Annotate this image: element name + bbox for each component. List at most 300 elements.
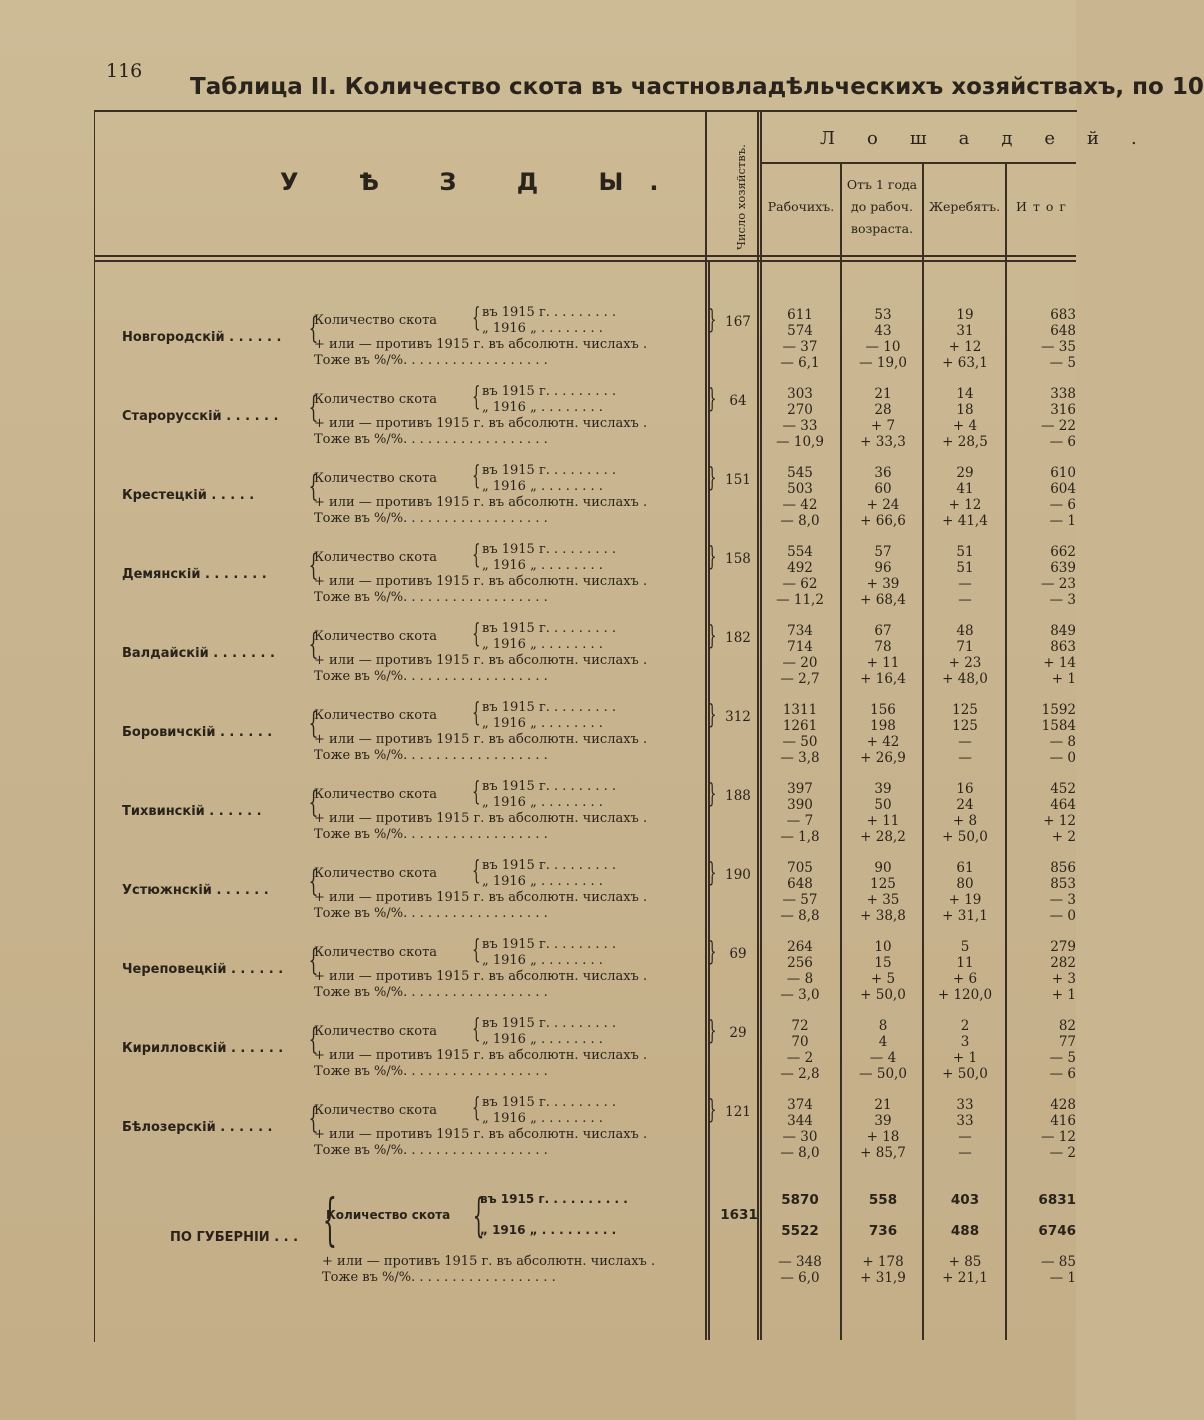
cell-t-1: 282 (1050, 955, 1076, 971)
label-pct: Тоже въ %/%. . . . . . . . . . . . . . . . . . (314, 748, 548, 763)
brace-year: { (472, 303, 481, 333)
cell-w-2: — 7 (786, 813, 814, 829)
cell-y-0: 8 (878, 1018, 888, 1034)
label-1915: въ 1915 г. . . . . . . . . (482, 858, 616, 873)
cell-t-2: — 23 (1041, 576, 1076, 592)
cell-f-0: 61 (956, 860, 974, 876)
label-1916: „ 1916 „ . . . . . . . . (482, 400, 603, 415)
label-diff: + или — противъ 1915 г. въ абсолютн. числахъ . (314, 416, 648, 431)
total-cell-f-2: + 85 (948, 1254, 982, 1270)
brace-hh: } (708, 384, 717, 414)
cell-y-3: + 66,6 (860, 513, 906, 529)
cell-t-3: + 1 (1051, 987, 1076, 1003)
brace-year: { (472, 777, 481, 807)
label-diff: + или — противъ 1915 г. въ абсолютн. числахъ . (314, 1048, 648, 1063)
cell-t-3: — 0 (1049, 750, 1076, 766)
cell-w-2: — 42 (782, 497, 818, 513)
label-diff: + или — противъ 1915 г. въ абсолютн. числахъ . (314, 337, 648, 352)
cell-t-2: — 22 (1041, 418, 1076, 434)
cell-y-1: 50 (874, 797, 892, 813)
brace-year: { (472, 856, 481, 886)
total-cell-w-0: 5870 (781, 1192, 819, 1208)
cell-f-3: + 31,1 (942, 908, 988, 924)
cell-y-0: 10 (874, 939, 892, 955)
cell-y-1: 28 (874, 402, 892, 418)
label-1916: „ 1916 „ . . . . . . . . (482, 953, 603, 968)
cell-t-2: — 12 (1041, 1129, 1076, 1145)
cell-households: 190 (725, 867, 751, 883)
cell-f-2: — (958, 734, 972, 750)
col-total-header: Итог (1016, 199, 1072, 214)
cell-households: 69 (729, 946, 747, 962)
cell-households: 158 (725, 551, 751, 567)
brace-left: { (308, 864, 319, 899)
cell-t-0: 856 (1050, 860, 1076, 876)
label-qty: Количество скота (314, 392, 438, 407)
cell-f-2: + 12 (948, 497, 982, 513)
district-name: Валдайскій . . . . . . . (122, 646, 275, 661)
total-cell-y-3: + 31,9 (860, 1270, 906, 1286)
cell-w-1: 714 (787, 639, 813, 655)
cell-households: 312 (725, 709, 751, 725)
cell-y-2: + 11 (866, 655, 900, 671)
cell-t-2: — 8 (1049, 734, 1076, 750)
district-name: Боровичскій . . . . . . (122, 725, 273, 740)
cell-t-1: 416 (1050, 1113, 1076, 1129)
district-name: Кирилловскій . . . . . . (122, 1041, 284, 1056)
label-1916: „ 1916 „ . . . . . . . . (482, 1032, 603, 1047)
cell-y-3: + 50,0 (860, 987, 906, 1003)
cell-households: 29 (729, 1025, 747, 1041)
cell-w-3: — 10,9 (776, 434, 824, 450)
cell-w-0: 705 (787, 860, 813, 876)
brace-left: { (308, 311, 319, 346)
brace-year: { (472, 1093, 481, 1123)
cell-y-2: + 18 (866, 1129, 900, 1145)
cell-f-3: + 50,0 (942, 829, 988, 845)
cell-t-1: 604 (1050, 481, 1076, 497)
cell-f-1: 11 (956, 955, 974, 971)
cell-y-1: 4 (878, 1034, 888, 1050)
cell-w-1: 390 (787, 797, 813, 813)
cell-w-2: — 62 (782, 576, 818, 592)
cell-w-3: — 8,8 (780, 908, 820, 924)
cell-f-0: 2 (960, 1018, 970, 1034)
brace-year: { (472, 619, 481, 649)
label-qty: Количество скота (314, 866, 438, 881)
cell-f-1: 3 (960, 1034, 970, 1050)
label-pct: Тоже въ %/%. . . . . . . . . . . . . . . . . . (314, 985, 548, 1000)
brace-left: { (308, 706, 319, 741)
cell-f-1: 80 (956, 876, 974, 892)
cell-w-1: 648 (787, 876, 813, 892)
label-1916: „ 1916 „ . . . . . . . . (482, 321, 603, 336)
label-diff: + или — противъ 1915 г. въ абсолютн. числахъ . (314, 732, 648, 747)
cell-f-1: 71 (956, 639, 974, 655)
label-1915: въ 1915 г. . . . . . . . . (482, 463, 616, 478)
cell-households: 188 (725, 788, 751, 804)
cell-f-3: — (958, 1145, 972, 1161)
label-1916: „ 1916 „ . . . . . . . . (482, 479, 603, 494)
brace-year: { (472, 461, 481, 491)
cell-y-3: + 38,8 (860, 908, 906, 924)
label-1915: въ 1915 г. . . . . . . . . (482, 305, 616, 320)
cell-t-2: + 3 (1051, 971, 1076, 987)
label-pct: Тоже въ %/%. . . . . . . . . . . . . . . . . . (314, 353, 548, 368)
brace-left: { (308, 627, 319, 662)
cell-y-3: + 33,3 (860, 434, 906, 450)
cell-y-1: 39 (874, 1113, 892, 1129)
cell-f-0: 19 (956, 307, 974, 323)
label-1916-total: „ 1916 „ . . . . . . . . . (480, 1223, 617, 1237)
label-1916: „ 1916 „ . . . . . . . . (482, 874, 603, 889)
header-bottom-rule (94, 255, 1076, 257)
cell-households: 121 (725, 1104, 751, 1120)
cell-y-2: — 4 (869, 1050, 897, 1066)
cell-f-0: 29 (956, 465, 974, 481)
brace-hh: } (708, 858, 717, 888)
cell-households: 167 (725, 314, 751, 330)
cell-f-2: — (958, 1129, 972, 1145)
cell-w-3: — 8,0 (780, 1145, 820, 1161)
cell-t-2: + 12 (1043, 813, 1076, 829)
cell-w-3: — 1,8 (780, 829, 820, 845)
cell-f-3: + 41,4 (942, 513, 988, 529)
cell-f-1: 33 (956, 1113, 974, 1129)
cell-y-2: + 24 (866, 497, 900, 513)
cell-w-0: 397 (787, 781, 813, 797)
brace-left: { (308, 943, 319, 978)
cell-t-0: 683 (1050, 307, 1076, 323)
cell-y-0: 53 (874, 307, 892, 323)
brace-year: { (472, 935, 481, 965)
col-young-header: Отъ 1 года до рабоч. возраста. (846, 177, 918, 236)
label-1916: „ 1916 „ . . . . . . . . (482, 716, 603, 731)
label-pct: Тоже въ %/%. . . . . . . . . . . . . . . . . . (314, 590, 548, 605)
label-qty: Количество скота (314, 629, 438, 644)
label-1915-total: въ 1915 г. . . . . . . . . . (480, 1192, 628, 1206)
total-cell-y-0: 558 (868, 1192, 898, 1208)
cell-t-0: 279 (1050, 939, 1076, 955)
cell-f-2: + 23 (948, 655, 982, 671)
cell-y-1: 96 (874, 560, 892, 576)
cell-w-0: 554 (787, 544, 813, 560)
brace-total-year: { (472, 1188, 485, 1242)
label-qty: Количество скота (314, 550, 438, 565)
label-1915: въ 1915 г. . . . . . . . . (482, 1016, 616, 1031)
label-diff-total: + или — противъ 1915 г. въ абсолютн. числахъ . (322, 1254, 656, 1269)
label-diff: + или — противъ 1915 г. въ абсолютн. числахъ . (314, 890, 648, 905)
cell-f-1: 24 (956, 797, 974, 813)
district-name: Старорусскій . . . . . . (122, 409, 279, 424)
label-pct: Тоже въ %/%. . . . . . . . . . . . . . . . . . (314, 432, 548, 447)
brace-hh: } (708, 542, 717, 572)
cell-t-1: 648 (1050, 323, 1076, 339)
cell-w-0: 303 (787, 386, 813, 402)
label-diff: + или — противъ 1915 г. въ абсолютн. числахъ . (314, 574, 648, 589)
cell-t-1: 863 (1050, 639, 1076, 655)
col-rule-households-right (757, 110, 759, 1340)
label-1915: въ 1915 г. . . . . . . . . (482, 779, 616, 794)
cell-t-3: + 2 (1051, 829, 1076, 845)
cell-y-2: + 42 (866, 734, 900, 750)
cell-y-3: + 85,7 (860, 1145, 906, 1161)
total-cell-f-1: 488 (950, 1223, 980, 1239)
page-number: 116 (106, 60, 143, 82)
label-diff: + или — противъ 1915 г. въ абсолютн. числахъ . (314, 1127, 648, 1142)
cell-w-1: 492 (787, 560, 813, 576)
col-rule-young (922, 162, 924, 1340)
label-1915: въ 1915 г. . . . . . . . . (482, 1095, 616, 1110)
total-cell-t-2: — 85 (1041, 1254, 1076, 1270)
label-pct-total: Тоже въ %/%. . . . . . . . . . . . . . . . . . (322, 1270, 556, 1285)
brace-left: { (308, 1101, 319, 1136)
cell-t-1: 853 (1050, 876, 1076, 892)
total-cell-t-3: — 1 (1049, 1270, 1076, 1286)
label-pct: Тоже въ %/%. . . . . . . . . . . . . . . . . . (314, 827, 548, 842)
label-qty: Количество скота (314, 471, 438, 486)
cell-f-3: + 50,0 (942, 1066, 988, 1082)
total-cell-y-1: 736 (868, 1223, 898, 1239)
cell-y-0: 21 (874, 386, 892, 402)
cell-y-1: 15 (874, 955, 892, 971)
total-cell-t-0: 6831 (1038, 1192, 1076, 1208)
cell-f-3: — (958, 750, 972, 766)
cell-t-1: 77 (1058, 1034, 1076, 1050)
cell-f-2: + 4 (952, 418, 978, 434)
cell-y-3: + 28,2 (860, 829, 906, 845)
cell-f-1: 51 (956, 560, 974, 576)
cell-w-0: 1311 (782, 702, 818, 718)
cell-t-0: 849 (1050, 623, 1076, 639)
label-1915: въ 1915 г. . . . . . . . . (482, 621, 616, 636)
col-foals-header: Жеребятъ. (928, 199, 1001, 214)
label-1916: „ 1916 „ . . . . . . . . (482, 558, 603, 573)
label-qty: Количество скота (314, 1103, 438, 1118)
brace-left: { (308, 548, 319, 583)
cell-t-1: 1584 (1041, 718, 1076, 734)
cell-y-3: + 68,4 (860, 592, 906, 608)
cell-y-3: + 26,9 (860, 750, 906, 766)
cell-w-3: — 2,7 (780, 671, 820, 687)
label-qty: Количество скота (314, 313, 438, 328)
cell-f-2: + 12 (948, 339, 982, 355)
cell-f-1: 125 (952, 718, 978, 734)
district-name: Тихвинскій . . . . . . (122, 804, 262, 819)
district-name: Череповецкій . . . . . . (122, 962, 284, 977)
brace-hh: } (708, 1016, 717, 1046)
cell-households-total: 1631 (720, 1207, 758, 1223)
cell-y-2: + 7 (870, 418, 896, 434)
cell-t-2: — 5 (1049, 1050, 1076, 1066)
cell-w-2: — 2 (786, 1050, 814, 1066)
cell-y-1: 43 (874, 323, 892, 339)
cell-y-0: 90 (874, 860, 892, 876)
cell-w-3: — 11,2 (776, 592, 824, 608)
cell-t-0: 662 (1050, 544, 1076, 560)
cell-w-0: 611 (787, 307, 813, 323)
cell-f-0: 5 (960, 939, 970, 955)
brace-left: { (308, 390, 319, 425)
brace-year: { (472, 540, 481, 570)
brace-left: { (308, 1022, 319, 1057)
cell-t-3: — 5 (1049, 355, 1076, 371)
brace-hh: } (708, 779, 717, 809)
label-qty: Количество скота (314, 708, 438, 723)
cell-t-3: — 6 (1049, 1066, 1076, 1082)
cell-f-0: 14 (956, 386, 974, 402)
cell-w-2: — 30 (782, 1129, 818, 1145)
total-cell-t-1: 6746 (1038, 1223, 1076, 1239)
cell-f-2: + 1 (952, 1050, 978, 1066)
cell-w-0: 374 (787, 1097, 813, 1113)
cell-t-3: — 1 (1049, 513, 1076, 529)
label-pct: Тоже въ %/%. . . . . . . . . . . . . . . . . . (314, 1143, 548, 1158)
horses-header: Лошадей. (820, 128, 1169, 149)
cell-f-0: 125 (952, 702, 978, 718)
cell-y-0: 57 (874, 544, 892, 560)
cell-w-0: 734 (787, 623, 813, 639)
households-header: Число хозяйствъ. (734, 144, 748, 250)
cell-t-0: 610 (1050, 465, 1076, 481)
cell-f-0: 51 (956, 544, 974, 560)
district-name: Демянскій . . . . . . . (122, 567, 267, 582)
cell-f-2: + 6 (952, 971, 978, 987)
brace-left: { (308, 469, 319, 504)
district-name: Новгородскій . . . . . . (122, 330, 282, 345)
cell-w-2: — 50 (782, 734, 818, 750)
cell-y-0: 36 (874, 465, 892, 481)
cell-f-1: 41 (956, 481, 974, 497)
cell-w-1: 344 (787, 1113, 813, 1129)
cell-f-3: + 48,0 (942, 671, 988, 687)
cell-f-1: 31 (956, 323, 974, 339)
cell-f-1: 18 (956, 402, 974, 418)
cell-y-1: 78 (874, 639, 892, 655)
brace-hh: } (708, 700, 717, 730)
cell-f-0: 33 (956, 1097, 974, 1113)
col-working-header: Рабочихъ. (767, 199, 835, 214)
cell-t-1: 639 (1050, 560, 1076, 576)
cell-t-0: 1592 (1041, 702, 1076, 718)
cell-w-1: 503 (787, 481, 813, 497)
cell-y-2: + 39 (866, 576, 900, 592)
cell-t-0: 452 (1050, 781, 1076, 797)
cell-w-2: — 37 (782, 339, 818, 355)
total-cell-w-1: 5522 (781, 1223, 819, 1239)
label-1915: въ 1915 г. . . . . . . . . (482, 700, 616, 715)
cell-y-1: 60 (874, 481, 892, 497)
cell-t-2: + 14 (1043, 655, 1076, 671)
cell-f-0: 16 (956, 781, 974, 797)
brace-total: { (322, 1188, 337, 1253)
cell-w-3: — 3,8 (780, 750, 820, 766)
total-cell-y-2: + 178 (862, 1254, 904, 1270)
cell-w-3: — 8,0 (780, 513, 820, 529)
brace-hh: } (708, 305, 717, 335)
cell-t-3: — 6 (1049, 434, 1076, 450)
col-rule-households-right-2 (760, 110, 762, 1340)
cell-w-1: 1261 (782, 718, 818, 734)
cell-t-3: — 0 (1049, 908, 1076, 924)
cell-f-2: — (958, 576, 972, 592)
cell-t-1: 464 (1050, 797, 1076, 813)
cell-f-0: 48 (956, 623, 974, 639)
cell-w-2: — 33 (782, 418, 818, 434)
cell-t-3: — 2 (1049, 1145, 1076, 1161)
label-diff: + или — противъ 1915 г. въ абсолютн. числахъ . (314, 653, 648, 668)
cell-w-1: 256 (787, 955, 813, 971)
total-cell-f-3: + 21,1 (942, 1270, 988, 1286)
label-pct: Тоже въ %/%. . . . . . . . . . . . . . . . . . (314, 511, 548, 526)
cell-y-2: — 10 (865, 339, 901, 355)
districts-header: У Ѣ З Д Ы. (280, 168, 685, 196)
cell-y-3: + 16,4 (860, 671, 906, 687)
col-rule-foals (1005, 162, 1007, 1340)
cell-w-2: — 20 (782, 655, 818, 671)
cell-w-3: — 3,0 (780, 987, 820, 1003)
cell-w-1: 270 (787, 402, 813, 418)
district-name: Бѣлозерскій . . . . . . (122, 1120, 273, 1135)
brace-year: { (472, 698, 481, 728)
cell-y-0: 21 (874, 1097, 892, 1113)
brace-year: { (472, 382, 481, 412)
cell-t-1: 316 (1050, 402, 1076, 418)
brace-hh: } (708, 1095, 717, 1125)
cell-y-3: — 19,0 (859, 355, 907, 371)
brace-left: { (308, 785, 319, 820)
cell-y-0: 39 (874, 781, 892, 797)
cell-households: 64 (729, 393, 747, 409)
brace-hh: } (708, 621, 717, 651)
label-qty-total: Количество скота (326, 1208, 451, 1222)
total-cell-f-0: 403 (950, 1192, 980, 1208)
cell-y-2: + 11 (866, 813, 900, 829)
label-pct: Тоже въ %/%. . . . . . . . . . . . . . . . . . (314, 1064, 548, 1079)
cell-t-3: — 3 (1049, 592, 1076, 608)
cell-w-3: — 6,1 (780, 355, 820, 371)
district-name: Крестецкій . . . . . (122, 488, 255, 503)
cell-y-2: + 35 (866, 892, 900, 908)
cell-w-2: — 57 (782, 892, 818, 908)
header-bottom-rule-2 (94, 260, 1076, 262)
cell-w-3: — 2,8 (780, 1066, 820, 1082)
cell-f-3: — (958, 592, 972, 608)
cell-y-1: 125 (870, 876, 896, 892)
cell-y-1: 198 (870, 718, 896, 734)
label-qty: Количество скота (314, 1024, 438, 1039)
cell-t-3: + 1 (1051, 671, 1076, 687)
cell-t-2: — 3 (1049, 892, 1076, 908)
cell-f-3: + 63,1 (942, 355, 988, 371)
brace-year: { (472, 1014, 481, 1044)
label-1916: „ 1916 „ . . . . . . . . (482, 637, 603, 652)
cell-w-0: 72 (791, 1018, 809, 1034)
total-cell-w-3: — 6,0 (780, 1270, 820, 1286)
cell-w-0: 264 (787, 939, 813, 955)
table-title: Таблица II. Количество скота въ частновладѣльческихъ хозяйствахъ, по 10 (190, 74, 1204, 100)
col-rule-households-left (705, 110, 707, 1340)
brace-hh: } (708, 463, 717, 493)
label-qty: Количество скота (314, 787, 438, 802)
label-1915: въ 1915 г. . . . . . . . . (482, 937, 616, 952)
label-pct: Тоже въ %/%. . . . . . . . . . . . . . . . . . (314, 669, 548, 684)
cell-y-0: 156 (870, 702, 896, 718)
total-cell-w-2: — 348 (778, 1254, 822, 1270)
cell-t-0: 428 (1050, 1097, 1076, 1113)
total-name: ПО ГУБЕРНІИ . . . (170, 1230, 299, 1245)
col-rule-working (840, 162, 842, 1340)
